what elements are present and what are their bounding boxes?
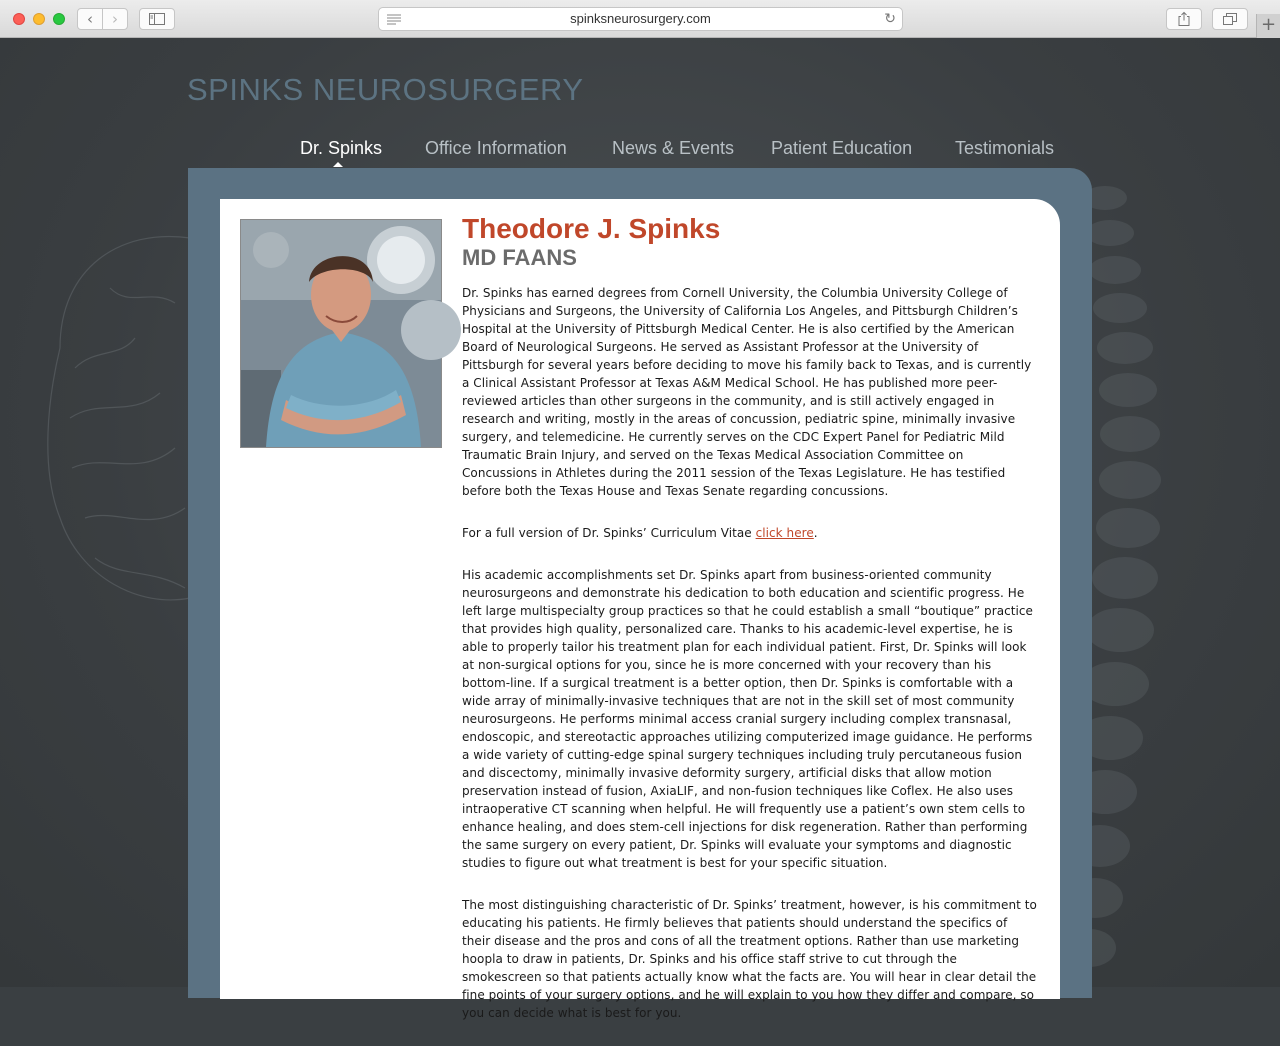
active-nav-indicator bbox=[333, 162, 343, 167]
chevron-left-icon: ‹ bbox=[87, 10, 93, 28]
nav-testimonials[interactable]: Testimonials bbox=[955, 138, 1055, 158]
doctor-name: Theodore J. Spinks bbox=[462, 213, 721, 244]
url-text: spinksneurosurgery.com bbox=[570, 11, 711, 26]
cv-suffix-text: . bbox=[813, 526, 818, 540]
browser-toolbar bbox=[0, 0, 1280, 38]
nav-dr-spinks[interactable]: Dr. Spinks bbox=[300, 138, 383, 158]
forward-button[interactable] bbox=[102, 8, 128, 30]
site-title[interactable]: SPINKS NEUROSURGERY bbox=[187, 72, 584, 107]
sidebar-icon bbox=[149, 13, 165, 25]
content-panel bbox=[220, 199, 1060, 1020]
plus-icon: + bbox=[1260, 14, 1277, 35]
page bbox=[0, 38, 1280, 1020]
nav-news-events[interactable]: News & Events bbox=[612, 138, 735, 158]
cv-prefix-text: For a full version of Dr. Spinks’ Curriculum Vitae bbox=[462, 526, 756, 540]
show-tabs-button[interactable] bbox=[1212, 8, 1248, 30]
address-bar[interactable] bbox=[378, 7, 903, 31]
reload-icon[interactable]: ↻ bbox=[884, 11, 896, 27]
back-button[interactable] bbox=[77, 8, 103, 30]
doctor-portrait-illustration bbox=[241, 220, 441, 447]
main-nav bbox=[0, 138, 1280, 168]
cv-paragraph bbox=[462, 524, 1038, 542]
bio-paragraph-3: The most distinguishing characteristic of Dr. Spinks’ treatment, however, is his commitment to educating his patients. He firmly believes that patients should understand the specifics of their disease and the pros and cons of all the treatment options. Rather than use marketing hoopla to draw in patients, Dr. Spinks and his office staff strive to cut through the smokescreen so that patients actually know what the facts are. You will hear in clear detail the fine points of your surgery options, and he will explain to you how they differ and compare, so you can decide what is best for you. bbox=[462, 898, 1037, 1020]
minimize-window-icon[interactable] bbox=[33, 13, 45, 25]
chevron-right-icon: › bbox=[112, 10, 118, 28]
tabs-icon bbox=[1223, 13, 1237, 25]
cv-link[interactable]: click here bbox=[755, 526, 814, 540]
share-icon bbox=[1178, 12, 1190, 27]
new-tab-button[interactable] bbox=[1256, 14, 1280, 38]
nav-office-information[interactable]: Office Information bbox=[425, 138, 567, 158]
doctor-credentials: MD FAANS bbox=[462, 245, 577, 270]
doctor-photo bbox=[240, 219, 442, 448]
bio-paragraph-1: Dr. Spinks has earned degrees from Cornell University, the Columbia University College of Physicians and Surgeons, the University of California Los Angeles, and Pittsburgh Children’s Hospital at the University of Pittsburgh Medical Center. He is also certified by the American Board of Neurological Surgeons. He served as Assistant Professor at the University of Pittsburgh for several years before deciding to move his family back to Texas, and is currently a Clinical Assistant Professor at Texas A&M Medical School. He has published more peer-reviewed articles than other surgeons in the community, and is still actively engaged in research and writing, mostly in the areas of concussion, pediatric spine, minimally invasive surgery, and telemedicine. He currently serves on the CDC Expert Panel for Pediatric Mild Traumatic Brain Injury, and served on the Texas Medical Association Committee on Concussions in Athletes during the 2011 session of the Texas Legislature. He has testified before both the Texas House and Texas Senate regarding concussions. bbox=[462, 286, 1032, 498]
bio-paragraph-2: His academic accomplishments set Dr. Spinks apart from business-oriented community neurosurgeons and demonstrate his dedication to both education and scientific progress. He left large multispecialty group practices so that he could establish a small “boutique” practice that provides high quality, personalized care. Thanks to his academic-level expertise, he is able to properly tailor his treatment plan for each individual patient. First, Dr. Spinks will look at non-surgical options for you, since he is more concerned with your recovery than his bottom-line. If a surgical treatment is a better option, then Dr. Spinks is comfortable with a wide array of minimally-invasive techniques that are not in the skill set of most community neurosurgeons. He performs minimal access cranial surgery including complex transnasal, endoscopic, and stereotactic approaches utilizing computerized image guidance. He performs a wide variety of cutting-edge spinal surgery techniques including truly percutaneous fusion and discectomy, minimally invasive deformity surgery, artificial disks that allow motion preservation instead of fusion, AxiaLIF, and non-fusion techniques like Coflex. He also uses intraoperative CT scanning when helpful. He will frequently use a patient’s own stem cells to enhance healing, and does stem-cell injections for disk regeneration. Rather than performing the same surgery on every patient, Dr. Spinks will evaluate your symptoms and diagnostic studies to figure out what treatment is best for your specific situation. bbox=[462, 568, 1033, 870]
nav-patient-education[interactable]: Patient Education bbox=[771, 138, 913, 158]
sidebar-toggle-button[interactable] bbox=[139, 8, 175, 30]
share-button[interactable] bbox=[1166, 8, 1202, 30]
close-window-icon[interactable] bbox=[13, 13, 25, 25]
zoom-window-icon[interactable] bbox=[53, 13, 65, 25]
profile-text bbox=[462, 213, 1038, 1046]
